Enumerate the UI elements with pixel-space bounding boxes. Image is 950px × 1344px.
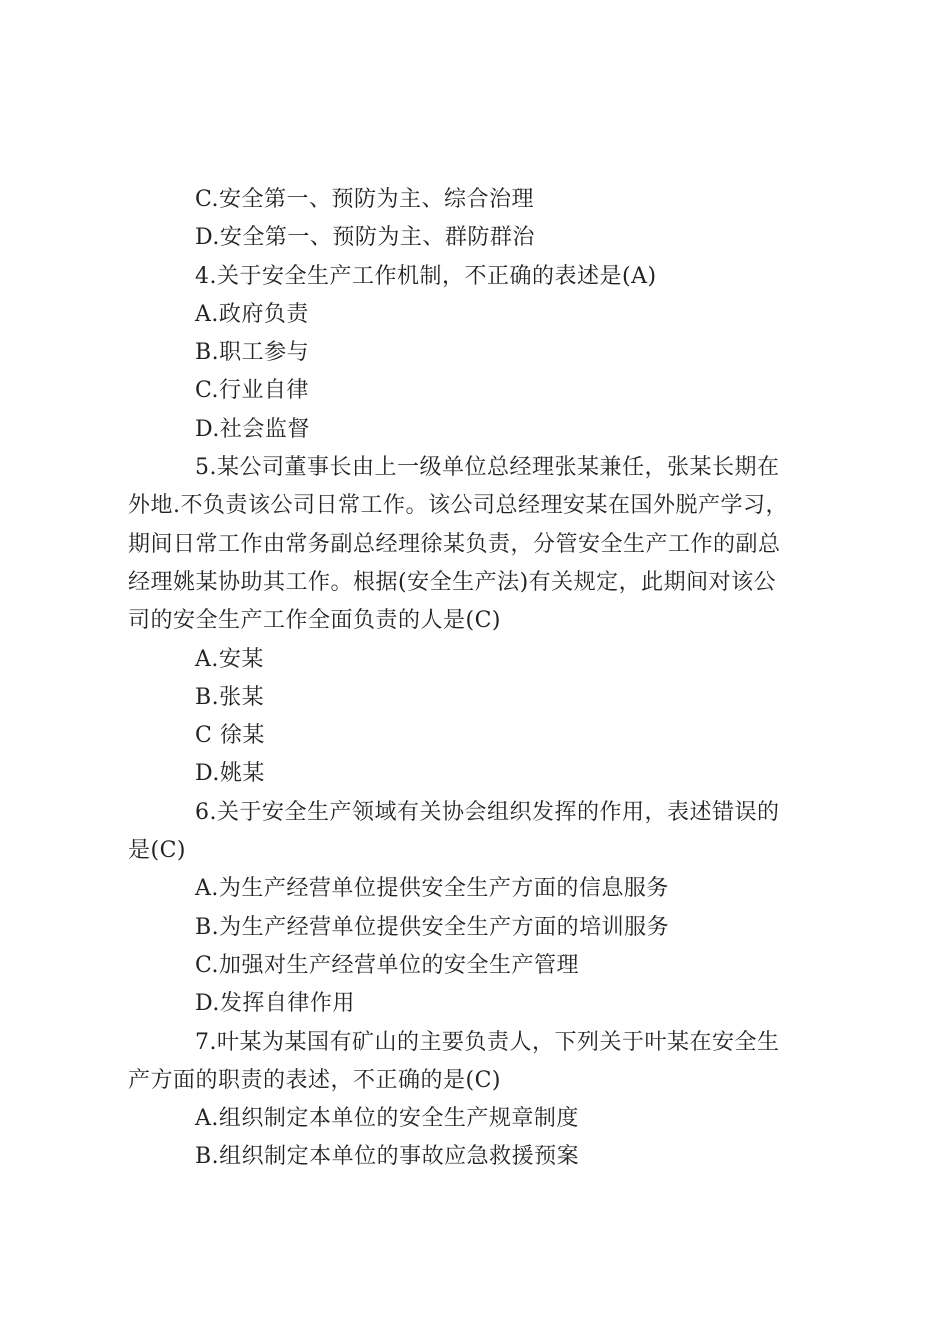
text-line: D.社会监督 bbox=[195, 416, 310, 442]
text-line: B.张某 bbox=[195, 684, 265, 710]
text-line: D.发挥自律作用 bbox=[195, 991, 355, 1017]
text-line: 产方面的职责的表述，不正确的是(C) bbox=[128, 1067, 502, 1093]
text-line: 6.关于安全生产领域有关协会组织发挥的作用，表述错误的 bbox=[195, 799, 780, 825]
text-line: C.行业自律 bbox=[195, 378, 310, 404]
text-line: 5.某公司董事长由上一级单位总经理张某兼任，张某长期在 bbox=[195, 455, 780, 481]
text-line: C 徐某 bbox=[195, 723, 265, 749]
text-line: D.安全第一、预防为主、群防群治 bbox=[195, 225, 535, 251]
text-line: 7.叶某为某国有矿山的主要负责人，下列关于叶某在安全生 bbox=[195, 1029, 780, 1055]
text-line: A.安某 bbox=[195, 646, 264, 672]
text-line: 是(C) bbox=[128, 838, 186, 864]
text-line: B.组织制定本单位的事故应急救援预案 bbox=[195, 1144, 580, 1170]
text-line: C.安全第一、预防为主、综合治理 bbox=[195, 187, 535, 212]
text-line: D.姚某 bbox=[195, 761, 265, 787]
text-line: 经理姚某协助其工作。根据(安全生产法)有关规定，此期间对该公 bbox=[128, 569, 777, 595]
text-line: B.职工参与 bbox=[195, 340, 310, 366]
text-line: 外地.不负责该公司日常工作。该公司总经理安某在国外脱产学习， bbox=[128, 493, 788, 519]
text-line: 期间日常工作由常务副总经理徐某负责，分管安全生产工作的副总 bbox=[128, 531, 781, 557]
text-line: 4.关于安全生产工作机制，不正确的表述是(A) bbox=[195, 263, 657, 289]
text-line: A.为生产经营单位提供安全生产方面的信息服务 bbox=[195, 876, 669, 902]
text-line: 司的安全生产工作全面负责的人是(C) bbox=[128, 608, 502, 634]
text-line: A.组织制定本单位的安全生产规章制度 bbox=[195, 1106, 579, 1132]
text-line: C.加强对生产经营单位的安全生产管理 bbox=[195, 952, 580, 978]
text-line: A.政府负责 bbox=[195, 301, 309, 327]
text-line: B.为生产经营单位提供安全生产方面的培训服务 bbox=[195, 914, 670, 940]
document-body bbox=[128, 181, 828, 1177]
